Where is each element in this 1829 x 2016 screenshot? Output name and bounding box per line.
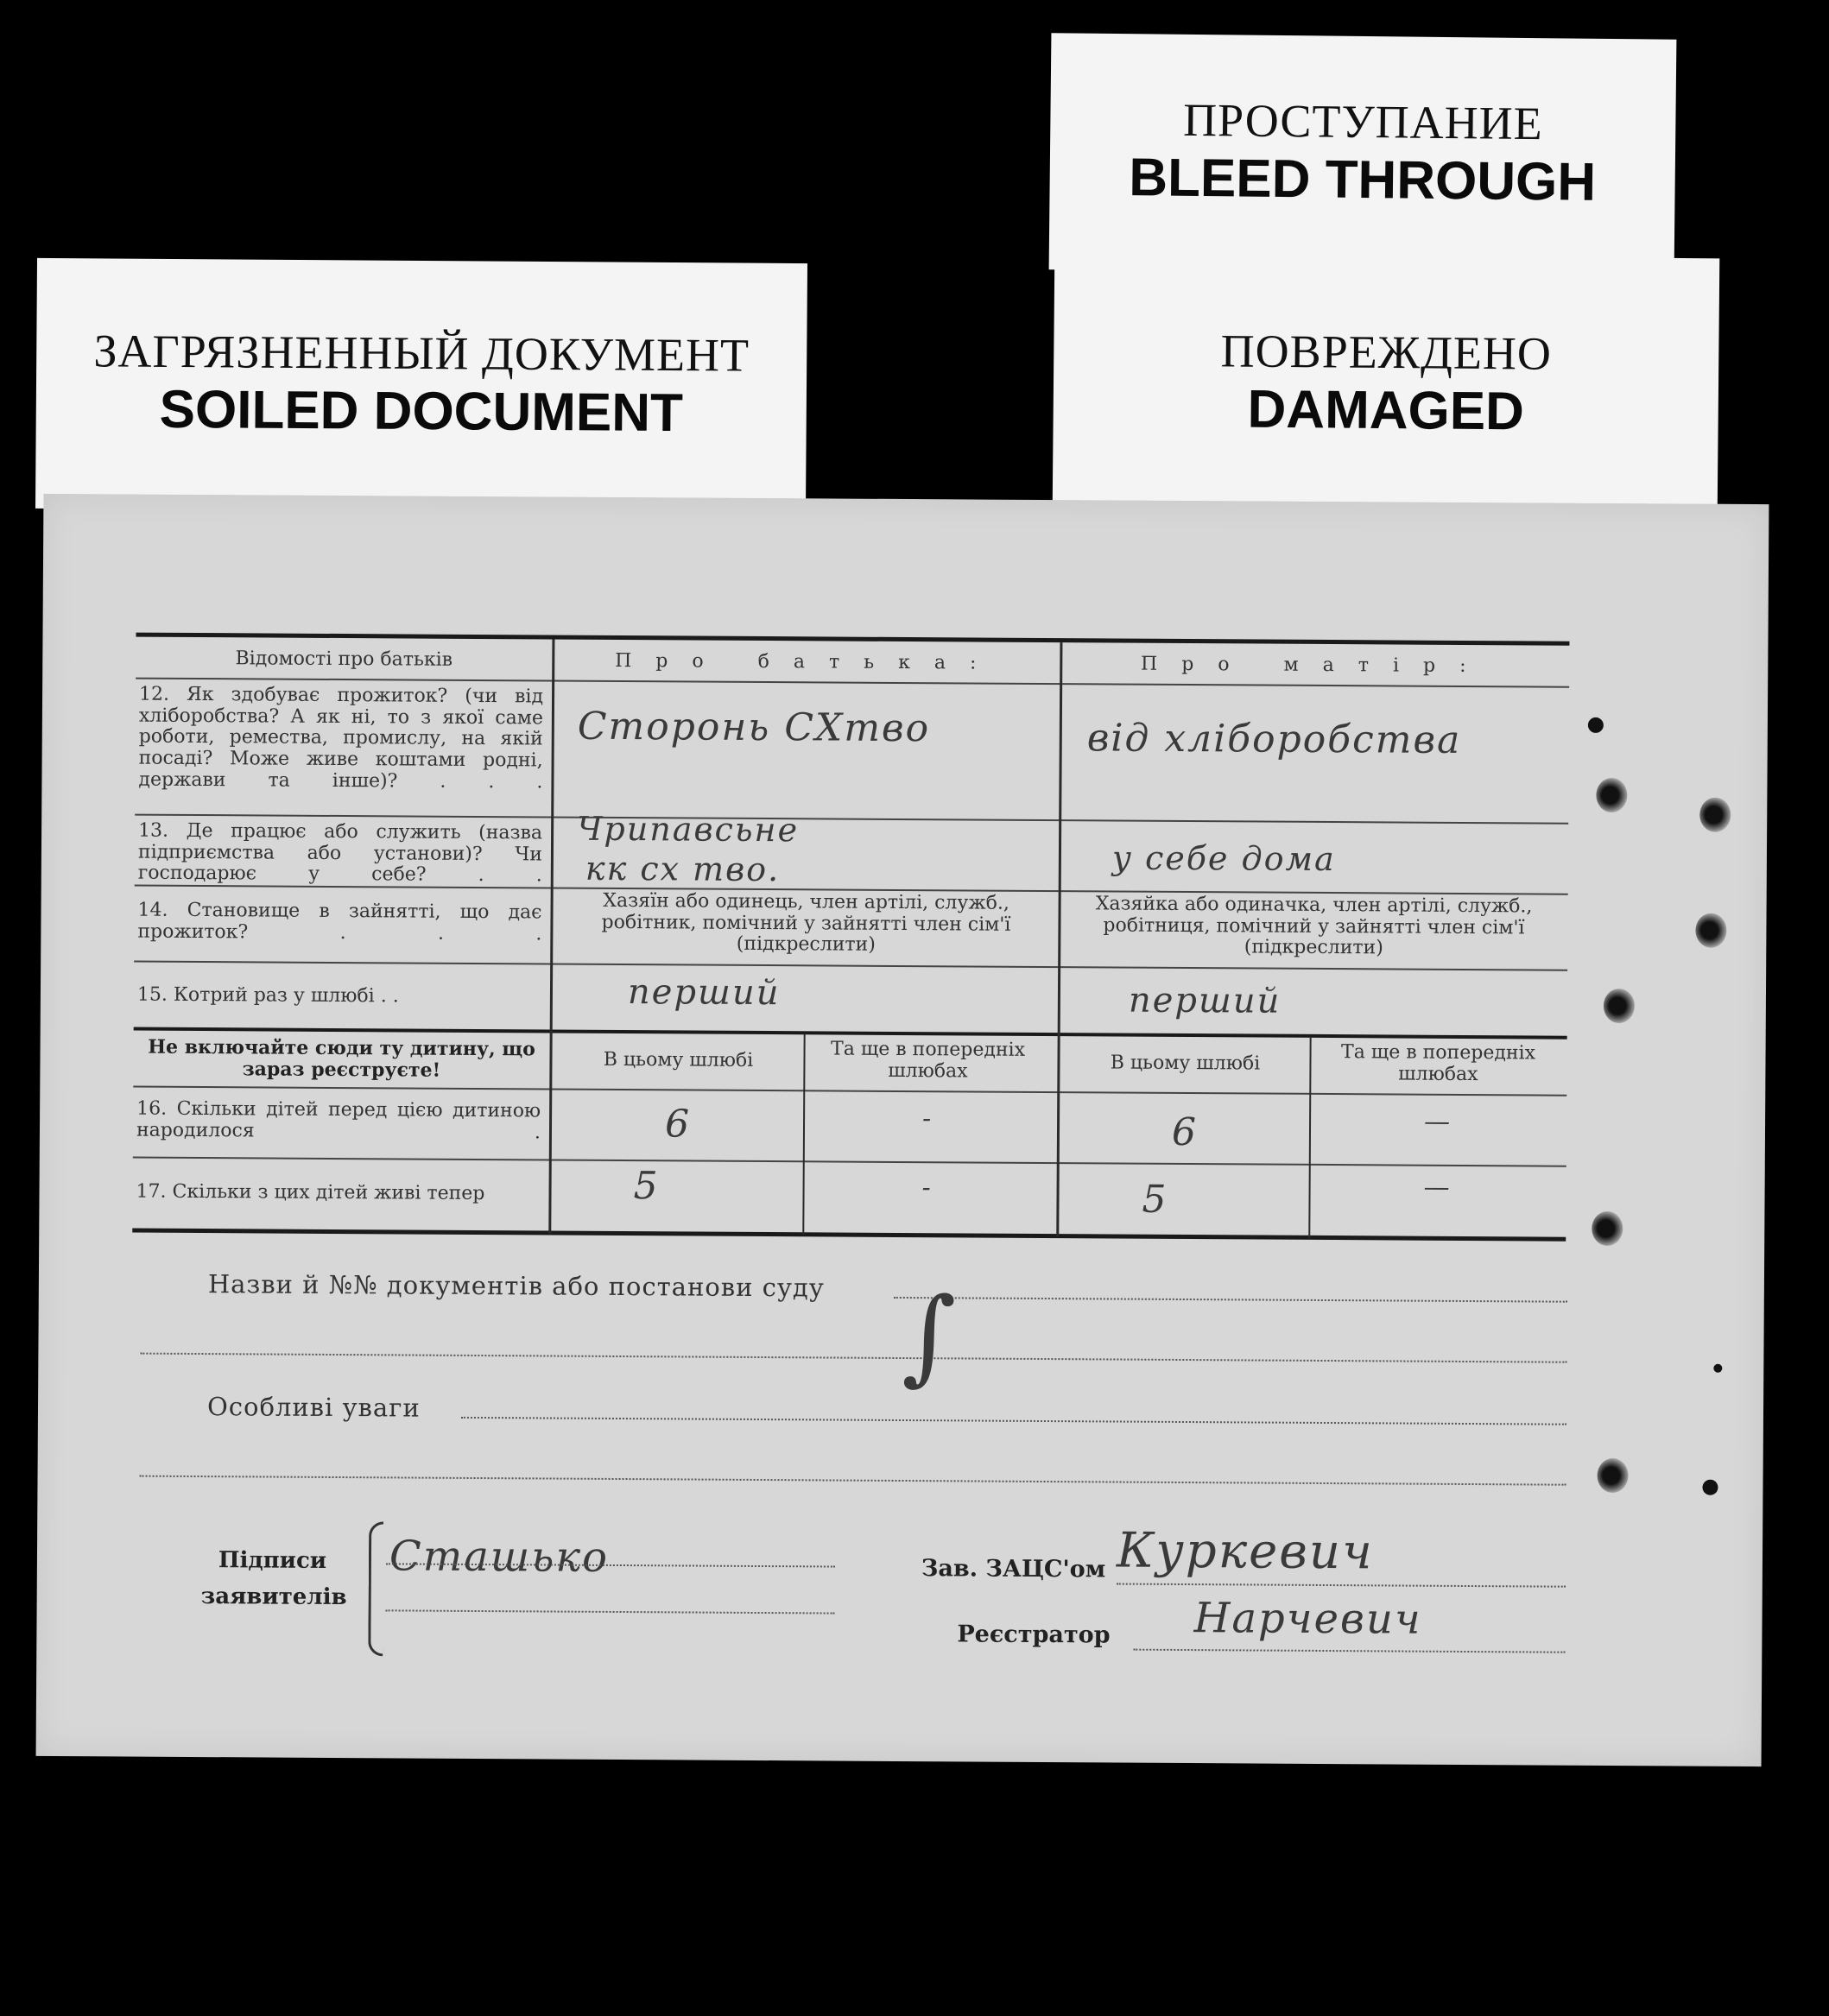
head-line xyxy=(1117,1583,1566,1588)
bleed-through-ru: ПРОСТУПАНИЕ xyxy=(1182,93,1543,150)
signatures-label-1: Підписи xyxy=(218,1547,327,1574)
head-label: Зав. ЗАЦС'ом xyxy=(921,1555,1106,1583)
binding-hole xyxy=(1592,1211,1623,1246)
header-col2: Про батька: xyxy=(615,649,1001,674)
bleed-through-en: BLEED THROUGH xyxy=(1128,147,1597,212)
col-divider-father xyxy=(802,1033,805,1235)
q13-father-line2: кк сх тво. xyxy=(585,849,781,889)
registrar-label: Реєстратор xyxy=(957,1621,1111,1649)
documents-dash-mark: ∫ xyxy=(902,1276,959,1397)
binding-hole xyxy=(1713,1364,1722,1373)
father-this-marriage-header: В цьому шлюбі xyxy=(603,1048,754,1071)
q12-mother-value: від хліборобства xyxy=(1086,716,1462,762)
q15-father-value: перший xyxy=(627,972,781,1014)
damaged-ru: ПОВРЕЖДЕНО xyxy=(1220,325,1553,380)
binding-hole xyxy=(1597,1458,1628,1493)
signatures-brace xyxy=(368,1521,383,1656)
damaged-en: DAMAGED xyxy=(1247,379,1525,441)
children-note: Не включайте сюди ту дитину, що зараз реєструєте! xyxy=(148,1035,535,1082)
soiled-document-en: SOILED DOCUMENT xyxy=(159,379,684,443)
q16-mother-this: 6 xyxy=(1171,1109,1199,1155)
soiled-document-ru: ЗАГРЯЗНЕННЫЙ ДОКУМЕНТ xyxy=(93,325,750,382)
applicant-signature: Сташько xyxy=(389,1532,610,1582)
registration-card xyxy=(36,494,1769,1766)
signatures-label-2: заявителів xyxy=(200,1583,347,1611)
binding-hole xyxy=(1695,913,1726,948)
q14-mother-options: Хазяйка або одиначка, член артілі, служб., робітниця, помічний у зайнятті член сім'ї (підкреслити) xyxy=(1095,893,1533,959)
q17-mother-this: 5 xyxy=(1142,1177,1168,1222)
soiled-document-flag xyxy=(35,258,807,514)
documents-label: Назви й №№ документів або постанови суду xyxy=(207,1269,826,1303)
q17-label: 17. Скільки з цих дітей живі тепер xyxy=(136,1180,485,1205)
q13-father-line1: Чрипавсьне xyxy=(576,809,800,850)
q16-father-this: 6 xyxy=(664,1102,692,1147)
q16-father-prev: - xyxy=(921,1103,933,1134)
q12-label: 12. Як здобуває прожиток? (чи від хліборобства? А як ні, то з якої саме роботи, ремества, промислу, на якій посаді? Може живе коштами родні, держави та інше)? . . . xyxy=(138,683,544,793)
q17-father-prev: - xyxy=(921,1172,933,1204)
bottom-rule xyxy=(132,1229,1566,1242)
documents-line-2 xyxy=(140,1353,1566,1363)
bleed-through-flag xyxy=(1049,33,1677,276)
q17-father-this: 5 xyxy=(633,1164,660,1209)
binding-hole xyxy=(1604,989,1635,1023)
q12-father-value: Сторонь СХтво xyxy=(577,704,931,751)
applicant-line-2 xyxy=(386,1609,835,1614)
top-rule xyxy=(136,633,1569,646)
q13-label: 13. Де працює або служить (назва підприємства або установи)? Чи господарює у себе? . . xyxy=(137,819,543,887)
binding-hole xyxy=(1596,778,1627,812)
notes-line-2 xyxy=(140,1476,1566,1486)
registrar-signature: Нарчевич xyxy=(1193,1594,1422,1644)
rule-children-head xyxy=(133,1086,1566,1096)
header-col3: Про матір: xyxy=(1141,653,1490,678)
notes-label: Особливі уваги xyxy=(206,1392,421,1423)
registrar-line xyxy=(1133,1649,1565,1653)
head-signature: Куркевич xyxy=(1116,1522,1374,1581)
q14-label: 14. Становище в зайнятті, що дає прожиток? . . . xyxy=(137,899,542,945)
q16-mother-prev: — xyxy=(1423,1106,1452,1137)
binding-hole xyxy=(1702,1480,1718,1495)
binding-hole xyxy=(1699,798,1731,832)
binding-hole xyxy=(1588,717,1604,733)
q14-father-options: Хазяїн або одинець, член артілі, служб., робітник, помічний у зайнятті член сім'ї (підкреслити) xyxy=(601,889,1011,957)
col-divider-mother xyxy=(1308,1037,1311,1238)
q17-mother-prev: — xyxy=(1423,1172,1452,1203)
damaged-flag xyxy=(1053,253,1720,518)
rule-q14 xyxy=(134,961,1567,971)
mother-prev-marriage-header: Та ще в попередніх шлюбах xyxy=(1340,1041,1536,1085)
q15-label: 15. Котрий раз у шлюбі . . xyxy=(136,983,399,1008)
q15-mother-value: перший xyxy=(1128,980,1282,1021)
q16-label: 16. Скільки дітей перед цією дитиною народилося . xyxy=(136,1097,541,1144)
rule-q16 xyxy=(133,1157,1566,1167)
mother-this-marriage-header: В цьому шлюбі xyxy=(1110,1052,1261,1075)
q13-mother-value: у себе дома xyxy=(1111,838,1336,879)
header-col1: Відомості про батьків xyxy=(235,648,453,671)
notes-line-1 xyxy=(461,1417,1566,1425)
father-prev-marriage-header: Та ще в попередніх шлюбах xyxy=(830,1038,1026,1083)
documents-line-1 xyxy=(894,1297,1567,1303)
